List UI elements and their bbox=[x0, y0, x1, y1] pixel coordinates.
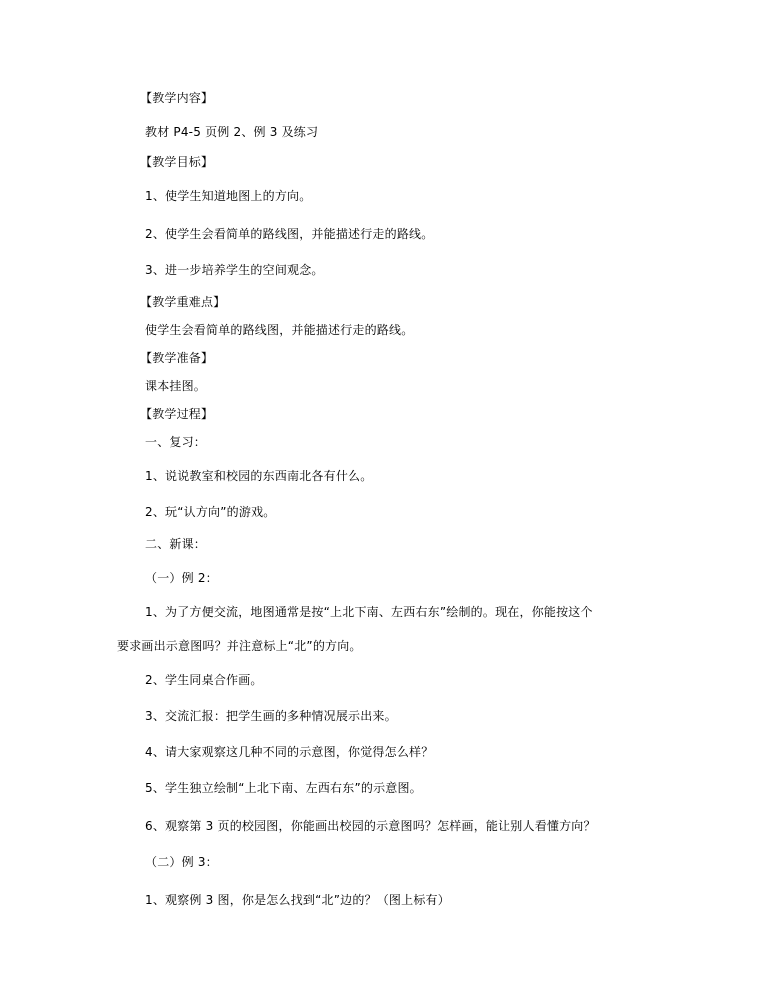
text-line: 课本挂图。 bbox=[145, 379, 207, 393]
text-line: 2、玩“认方向”的游戏。 bbox=[145, 505, 276, 519]
text-line: 1、使学生知道地图上的方向。 bbox=[145, 189, 312, 203]
heading-key-points: 【教学重难点】 bbox=[140, 295, 226, 309]
text-line: 1、为了方便交流，地图通常是按“上北下南、左西右东”绘制的。现在，你能按这个 bbox=[145, 605, 593, 619]
heading-process: 【教学过程】 bbox=[140, 407, 214, 421]
text-line: 教材 P4-5 页例 2、例 3 及练习 bbox=[145, 125, 319, 139]
text-line: 3、进一步培养学生的空间观念。 bbox=[145, 263, 324, 277]
text-line: 3、交流汇报：把学生画的多种情况展示出来。 bbox=[145, 709, 397, 723]
subsection-example-2: （一）例 2： bbox=[145, 571, 218, 585]
heading-preparation: 【教学准备】 bbox=[140, 351, 214, 365]
text-line: 要求画出示意图吗？并注意标上“北”的方向。 bbox=[117, 639, 362, 653]
heading-teaching-content: 【教学内容】 bbox=[140, 91, 214, 105]
text-line: 4、请大家观察这几种不同的示意图，你觉得怎么样？ bbox=[145, 745, 434, 759]
heading-teaching-goals: 【教学目标】 bbox=[140, 155, 214, 169]
text-line: 1、说说教室和校园的东西南北各有什么。 bbox=[145, 469, 373, 483]
subsection-example-3: （二）例 3： bbox=[145, 855, 218, 869]
text-line: 使学生会看简单的路线图，并能描述行走的路线。 bbox=[145, 323, 414, 337]
text-line: 2、使学生会看简单的路线图，并能描述行走的路线。 bbox=[145, 227, 434, 241]
text-line: 5、学生独立绘制“上北下南、左西右东”的示意图。 bbox=[145, 781, 422, 795]
text-line: 2、学生同桌合作画。 bbox=[145, 673, 263, 687]
text-line: 6、观察第 3 页的校园图，你能画出校园的示意图吗？怎样画，能让别人看懂方向？ bbox=[145, 819, 596, 833]
section-review: 一、复习： bbox=[145, 435, 207, 449]
text-line: 1、观察例 3 图，你是怎么找到“北”边的？（图上标有） bbox=[145, 893, 450, 907]
section-new-lesson: 二、新课： bbox=[145, 537, 207, 551]
